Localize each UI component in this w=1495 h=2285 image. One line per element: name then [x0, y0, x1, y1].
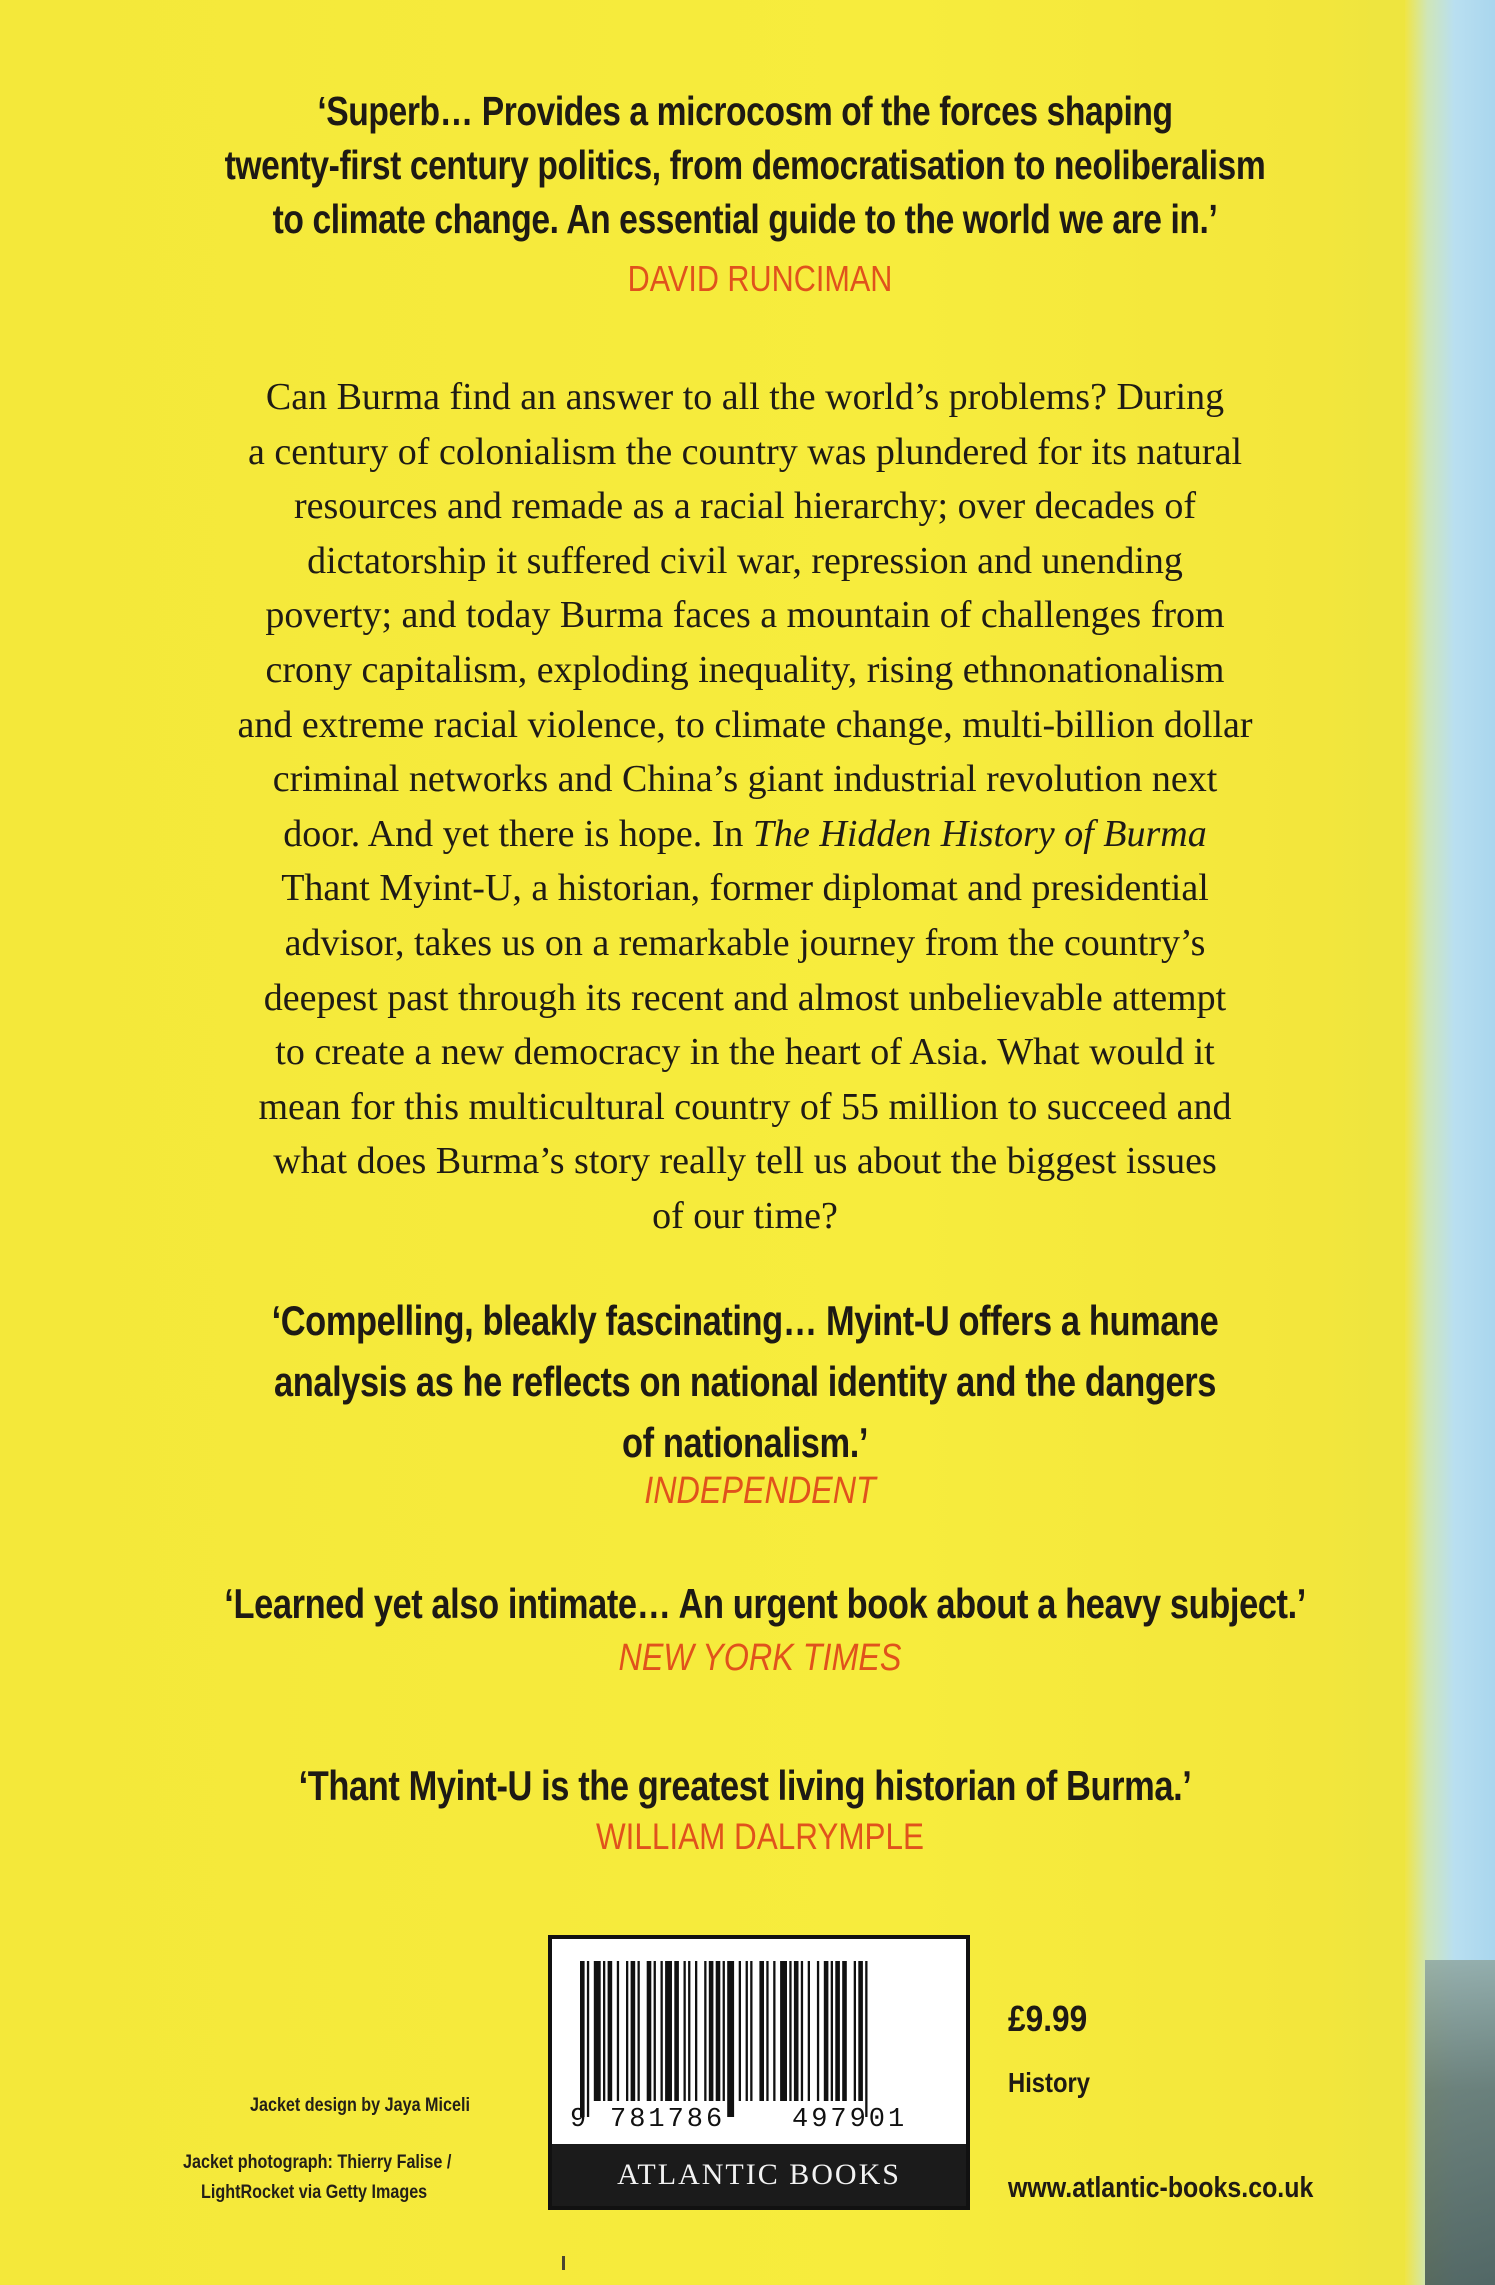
quote-line: to climate change. An essential guide to the world we are in.’ [272, 196, 1218, 242]
quote-line: analysis as he reflects on national identity and the dangers [274, 1358, 1216, 1405]
price: £9.99 [1008, 1998, 1088, 2039]
print-speck [562, 2256, 565, 2270]
blurb-line: Can Burma find an answer to all the world’s problems? During [265, 376, 1225, 418]
blurb-line: of our time? [652, 1194, 838, 1237]
blurb-line: mean for this multicultural country of 55 million to succeed and [258, 1085, 1232, 1128]
blurb-line: advisor, takes us on a remarkable journey from the country’s [284, 921, 1206, 964]
blurb-line: poverty; and today Burma faces a mountain of challenges from [265, 594, 1225, 637]
attribution-independent: INDEPENDENT [644, 1470, 876, 1512]
barcode-digit-prefix: 9 [570, 2105, 587, 2135]
barcode-digits-left: 781786 [610, 2105, 726, 2135]
blurb-line: what does Burma’s story really tell us about the biggest issues [273, 1140, 1217, 1183]
attribution-nyt: NEW YORK TIMES [618, 1637, 902, 1679]
quote-dalrymple [224, 1758, 1265, 1814]
quote-line: of nationalism.’ [621, 1419, 869, 1466]
quote-line: ‘Thant Myint-U is the greatest living historian of Burma.’ [298, 1762, 1192, 1809]
jacket-design-credit: Jacket design by Jaya Miceli [250, 2095, 470, 2116]
publisher-logo: ATLANTIC BOOKS [552, 2144, 966, 2206]
barcode-icon [580, 1961, 946, 2117]
quote-line: twenty-first century politics, from democratisation to neoliberalism [224, 142, 1266, 188]
blurb-line [110, 807, 1380, 862]
quote-line: ‘Compelling, bleakly fascinating… Myint-U offers a humane [271, 1297, 1219, 1344]
jacket-photo-credit: Jacket photograph: Thierry Falise / [183, 2152, 452, 2173]
blurb-line: resources and remade as a racial hierarchy; over decades of [294, 485, 1196, 528]
spine-photo-edge [1425, 1960, 1495, 2285]
website: www.atlantic-books.co.uk [1008, 2172, 1314, 2204]
blurb-line: dictatorship it suffered civil war, repression and unending [307, 539, 1183, 582]
spine-edge [1405, 0, 1495, 2285]
blurb-line: to create a new democracy in the heart of Asia. What would it [275, 1031, 1215, 1074]
blurb-line: and extreme racial violence, to climate change, multi-billion dollar [237, 703, 1253, 746]
quote-runciman [224, 84, 1265, 246]
attribution-runciman: DAVID RUNCIMAN [627, 258, 893, 299]
category: History [1008, 2067, 1090, 2098]
barcode-digits-right: 497901 [792, 2105, 908, 2135]
attribution-dalrymple: WILLIAM DALRYMPLE [595, 1816, 924, 1857]
blurb-text: door. And yet there is hope. In [283, 812, 744, 855]
jacket-photo-credit: LightRocket via Getty Images [201, 2182, 428, 2203]
blurb-line: crony capitalism, exploding inequality, rising ethnonationalism [265, 648, 1225, 691]
blurb-line: criminal networks and China’s giant industrial revolution next [272, 758, 1218, 801]
quote-line: ‘Learned yet also intimate… An urgent book about a heavy subject.’ [224, 1580, 1306, 1627]
quote-line: ‘Superb… Provides a microcosm of the forces shaping [317, 88, 1173, 134]
blurb-line: Thant Myint-U, a historian, former diplomat and presidential [281, 867, 1209, 910]
blurb [110, 370, 1380, 1244]
quote-independent [224, 1290, 1265, 1473]
blurb-line: a century of colonialism the country was plundered for its natural [247, 430, 1243, 473]
barcode-box [548, 1935, 970, 2210]
quote-nyt [224, 1576, 1306, 1632]
blurb-line: deepest past through its recent and almost unbelievable attempt [263, 976, 1227, 1019]
book-title: The Hidden History of Burma [752, 812, 1207, 855]
